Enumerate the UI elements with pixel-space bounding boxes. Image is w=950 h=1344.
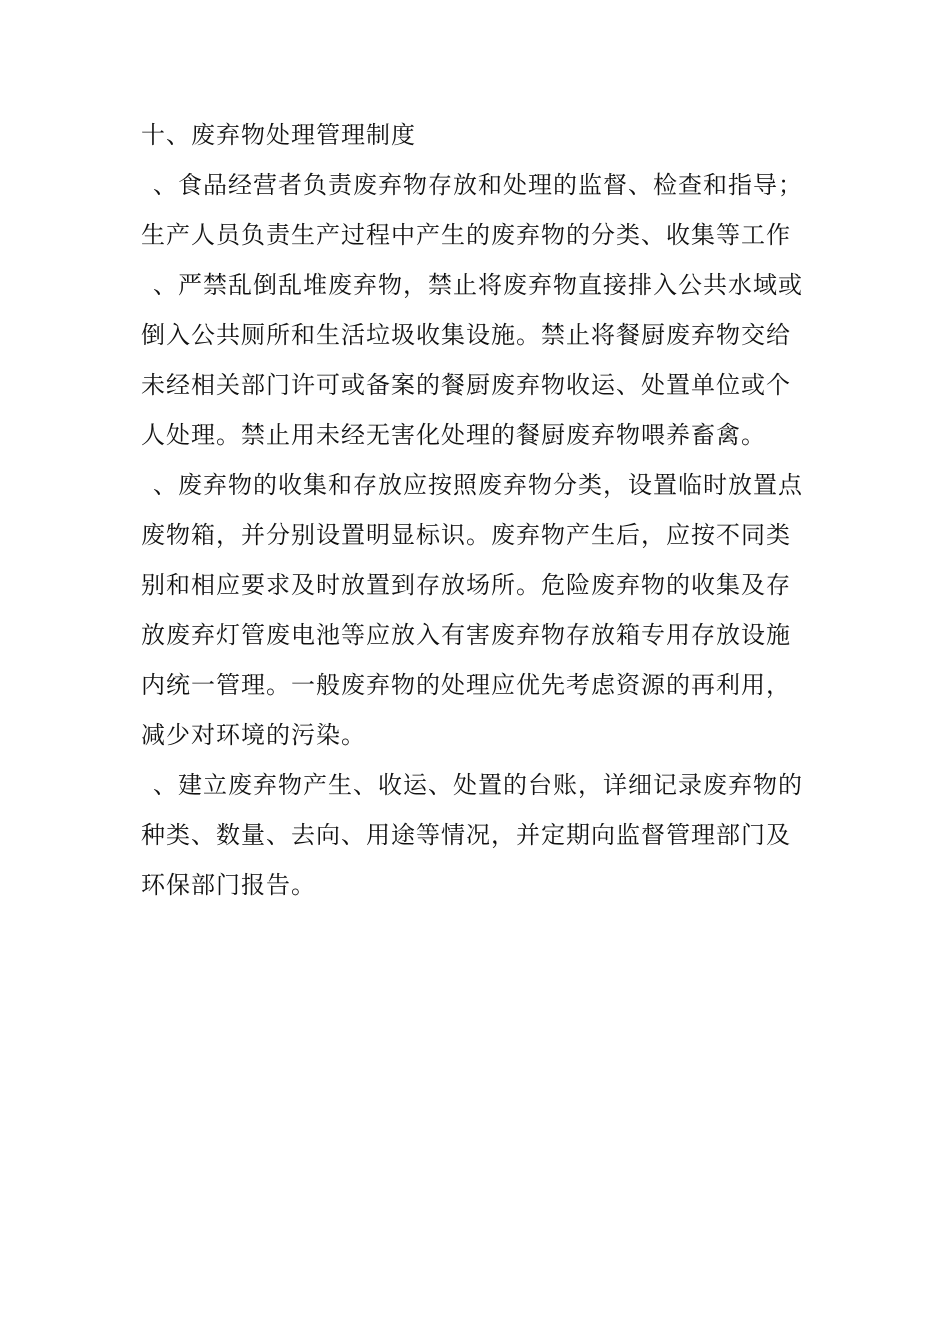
paragraph-line: 、严禁乱倒乱堆废弃物，禁止将废弃物直接排入公共水域或	[153, 271, 803, 299]
paragraph-line: 别和相应要求及时放置到存放场所。危险废弃物的收集及存	[141, 571, 791, 599]
paragraph-line: 内统一管理。一般废弃物的处理应优先考虑资源的再利用，	[141, 671, 791, 699]
paragraph-line: 人处理。禁止用未经无害化处理的餐厨废弃物喂养畜禽。	[141, 421, 766, 449]
section-title: 十、废弃物处理管理制度	[141, 121, 416, 149]
paragraph-line: 倒入公共厕所和生活垃圾收集设施。禁止将餐厨废弃物交给	[141, 321, 791, 349]
paragraph-line: 未经相关部门许可或备案的餐厨废弃物收运、处置单位或个	[141, 371, 791, 399]
paragraph-line: 环保部门报告。	[141, 871, 316, 899]
document-body	[141, 110, 831, 910]
paragraph-line: 放废弃灯管废电池等应放入有害废弃物存放箱专用存放设施	[141, 621, 791, 649]
paragraph-line: 、食品经营者负责废弃物存放和处理的监督、检查和指导；	[153, 171, 803, 199]
paragraph-line: 种类、数量、去向、用途等情况，并定期向监督管理部门及	[141, 821, 791, 849]
paragraph-line: 减少对环境的污染。	[141, 721, 366, 749]
paragraph-line: 生产人员负责生产过程中产生的废弃物的分类、收集等工作	[141, 221, 791, 249]
paragraph-line: 、废弃物的收集和存放应按照废弃物分类，设置临时放置点	[153, 471, 803, 499]
paragraph-line: 、建立废弃物产生、收运、处置的台账，详细记录废弃物的	[153, 771, 803, 799]
paragraph-line: 废物箱，并分别设置明显标识。废弃物产生后，应按不同类	[141, 521, 791, 549]
